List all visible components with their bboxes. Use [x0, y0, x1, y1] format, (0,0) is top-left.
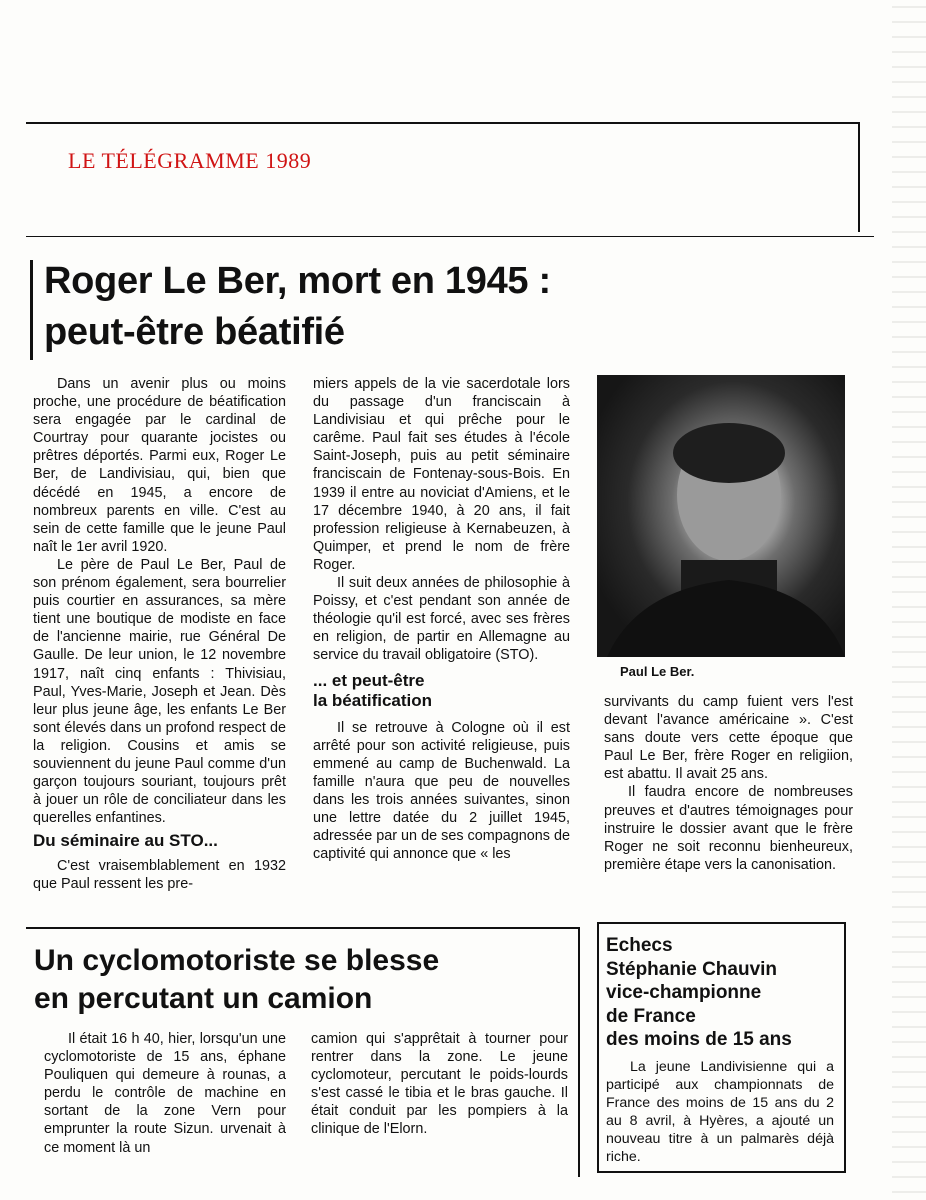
- headline-rule: [30, 260, 33, 360]
- photo-caption: Paul Le Ber.: [620, 664, 695, 679]
- paragraph: miers appels de la vie sacerdotale lors du passage d'un franciscain à Landivisiau et qui prêche pour le carême. Paul fait ses études à l'école Saint-Joseph, puis au petit séminaire franciscain de Fontenay-sous-Bois. En 1939 il entre au noviciat d'Amiens, et le 17 décembre 1940, à 20 ans, il fait profession religieuse à Kernabeuzen, à Quimper, et prend le nom de frère Roger.: [313, 376, 570, 573]
- article3-title: [606, 934, 838, 1052]
- paragraph: camion qui s'apprêtait à tourner pour rentrer dans la zone. Le jeune cyclomoteur, percutant le poids-lourds s'est cassé le tibia et le bras gauche. Il était conduit par les pompiers à la clinique de l'Elorn.: [311, 1031, 568, 1138]
- title-line: Echecs: [606, 935, 673, 956]
- paragraph: survivants du camp fuient vers l'est devant l'avance américaine ». C'est sans doute vers cette époque que Paul Le Ber, frère Roger en religiion, est abattu. Il avait 25 ans.: [604, 694, 853, 783]
- paragraph: Il suit deux années de philosophie à Poissy, et c'est pendant son année de théologie qu'il est forcé, avec ses frères en religion, de partir en Allemagne au service du travail obligatoire (STO).: [313, 575, 570, 664]
- headline-line-2: en percutant un camion: [34, 982, 373, 1015]
- subheading-line-2: la béatification: [313, 690, 433, 710]
- title-line: vice-championne: [606, 982, 762, 1003]
- headline-line-1: Un cyclomotoriste se blesse: [34, 944, 440, 977]
- article1-column-1: [33, 375, 286, 894]
- section-divider: [26, 927, 578, 929]
- paragraph: Le père de Paul Le Ber, Paul de son prénom également, sera bourrelier puis courtier en assurances, sa mère tient une boutique de modiste en face de l'ancienne mairie, rue Général De Gaulle. De leur union, le 12 novembre 1917, naît cinq enfants : Thivisiau, Paul, Yves-Marie, Joseph et Jean. Dès leur plus jeune âge, les enfants Le Ber sont élevés dans un profond respect de la religion. Cousins et amis se souviennent du jeune Paul comme d'un garçon toujours souriant, toujours prêt à jouer un rôle de conciliateur dans les querelles enfantines.: [33, 556, 286, 827]
- header-frame: [26, 122, 860, 232]
- paragraph: Il faudra encore de nombreuses preuves et d'autres témoignages pour instruire le dossier avant que le frère Roger ne soit reconnu bienheureux, première étape vers la canonisation.: [604, 784, 853, 873]
- article3-body: [606, 1058, 834, 1166]
- paragraph: La jeune Landivisienne qui a participé aux championnats de France des moins de 15 ans du 2 au 8 avril, à Hyères, a ajouté un nouveau titre à un palmarès déjà riche.: [606, 1059, 834, 1165]
- paragraph: Il se retrouve à Cologne où il est arrêté pour son activité religieuse, puis emmené au camp de Buchenwald. La famille n'aura que peu de nouvelles dans les trois années suivantes, sinon une lettre datée du 2 juillet 1945, adressée par un de ses compagnons de captivité qui annonce que « les: [313, 719, 570, 863]
- portrait-silhouette-icon: [597, 375, 845, 657]
- headline-line-1: Roger Le Ber, mort en 1945 :: [44, 260, 551, 302]
- portrait-photo: [597, 375, 845, 657]
- article2-headline: [34, 942, 574, 1018]
- paragraph: Dans un avenir plus ou moins proche, une procédure de béatification sera engagée par le cardinal de Courtray pour quarante jocistes ou prêtres déportés. Parmi eux, Roger Le Ber, de Landivisiau, qui, bien que décédé en 1945, a encore de nombreux parents en ville. C'est au sein de cette famille que le jeune Paul naît le 1er avril 1920.: [33, 376, 286, 555]
- article1-column-3: [604, 693, 853, 874]
- article2-column-2: [311, 1030, 568, 1139]
- paragraph: Il était 16 h 40, hier, lorsqu'un une cyclomotoriste de 15 ans, éphane Pouliquen qui demeure à rounas, a perdu le contrôle de machine en sortant de la zone Vern pour emprunter la route Sizun. urvenait à ce moment là un: [44, 1031, 286, 1156]
- newspaper-source: LE TÉLÉGRAMME 1989: [68, 148, 312, 173]
- subheading: Du séminaire au STO...: [33, 831, 218, 851]
- article2-column-1: [44, 1030, 286, 1157]
- subheading-line-1: ... et peut-être: [313, 670, 425, 690]
- paragraph: C'est vraisemblablement en 1932 que Paul ressent les pre-: [33, 858, 286, 893]
- headline-line-2: peut-être béatifié: [44, 311, 345, 353]
- section-divider-vertical: [578, 927, 580, 1177]
- scan-edge: [892, 0, 926, 1200]
- article1-column-2: [313, 375, 570, 863]
- title-line: de France: [606, 1005, 696, 1027]
- title-line: des moins de 15 ans: [606, 1029, 792, 1050]
- article1-headline: [44, 256, 764, 358]
- title-line: Stéphanie Chauvin: [606, 958, 778, 980]
